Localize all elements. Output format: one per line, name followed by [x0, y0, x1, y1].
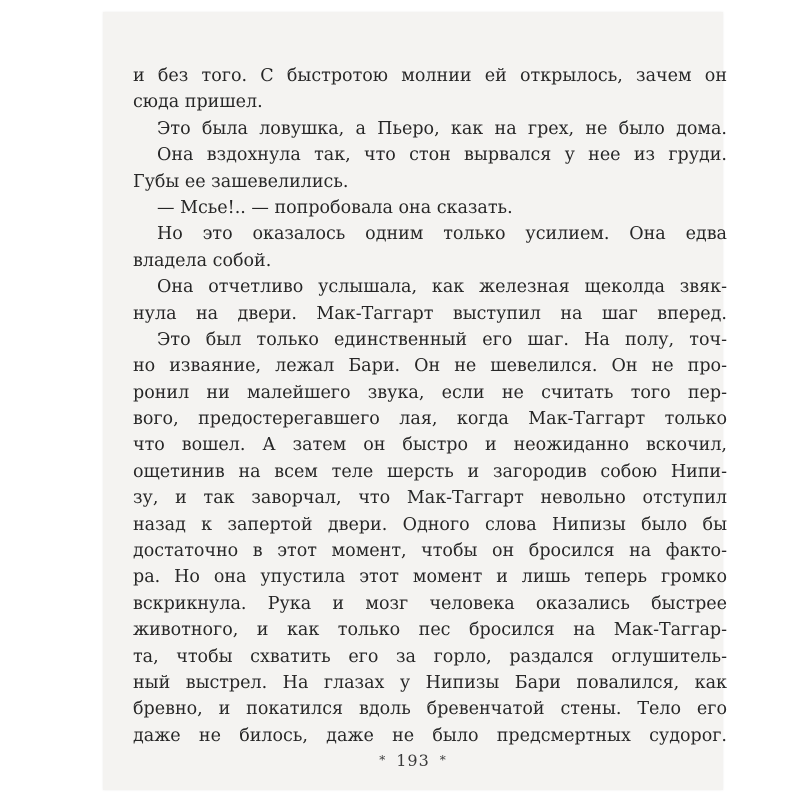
text-line: даже не билось, даже не было предсмертных судорог.	[133, 725, 727, 746]
text-line: Но это оказалось одним только усилием. Она едва	[157, 224, 727, 245]
text-line: сюда пришел.	[133, 92, 263, 113]
star-ornament-left: *	[379, 753, 387, 767]
text-line: ощетинив на всем теле шерсть и загородив собою Нипи-	[133, 461, 727, 482]
text-line: ный выстрел. На глазах у Нипизы Бари повалился, как	[133, 672, 727, 693]
page-number-footer	[103, 751, 723, 770]
text-line: что вошел. А затем он быстро и неожиданно вскочил,	[133, 435, 727, 456]
book-page	[103, 12, 727, 790]
text-line: Это был только единственный его шаг. На полу, точ-	[157, 329, 727, 350]
body-text	[133, 63, 727, 749]
text-line: Она вздохнула так, что стон вырвался у нее из груди.	[157, 145, 727, 166]
text-line: но изваяние, лежал Бари. Он не шевелился. Он не про-	[133, 356, 727, 377]
text-line: вого, предостерегавшего лая, когда Мак-Таггарт только	[133, 409, 727, 430]
text-line: достаточно в этот момент, чтобы он бросился на факто-	[133, 541, 727, 562]
text-line: Это была ловушка, а Пьеро, как на грех, не было дома.	[157, 118, 727, 139]
text-line: и без того. С быстротою молнии ей открылось, зачем он	[133, 66, 727, 86]
text-line: назад к запертой двери. Одного слова Нипизы было бы	[133, 514, 727, 535]
text-line: Губы ее зашевелились.	[133, 171, 349, 192]
text-line: ра. Но она упустила этот момент и лишь теперь громко	[133, 567, 727, 588]
text-line: вскрикнула. Рука и мозг человека оказались быстрее	[133, 593, 727, 614]
text-line: животного, и как только пес бросился на Мак-Таггар-	[133, 620, 727, 641]
text-line: нула на двери. Мак-Таггарт выступил на шаг вперед.	[133, 303, 727, 324]
text-line: ронил ни малейшего звука, если не считать того пер-	[133, 382, 727, 403]
text-line: — Мсье!.. — попробовала она сказать.	[157, 197, 513, 218]
text-line: зу, и так заворчал, что Мак-Таггарт невольно отступил	[133, 488, 727, 509]
star-ornament-right: *	[439, 753, 447, 767]
text-line: Она отчетливо услышала, как железная щеколда звяк-	[157, 277, 727, 298]
text-line: владела собой.	[133, 250, 272, 271]
page-number: 193	[396, 751, 430, 770]
text-line: та, чтобы схватить его за горло, раздался оглушитель-	[133, 646, 727, 667]
text-line: бревно, и покатился вдоль бревенчатой стены. Тело его	[133, 699, 727, 720]
